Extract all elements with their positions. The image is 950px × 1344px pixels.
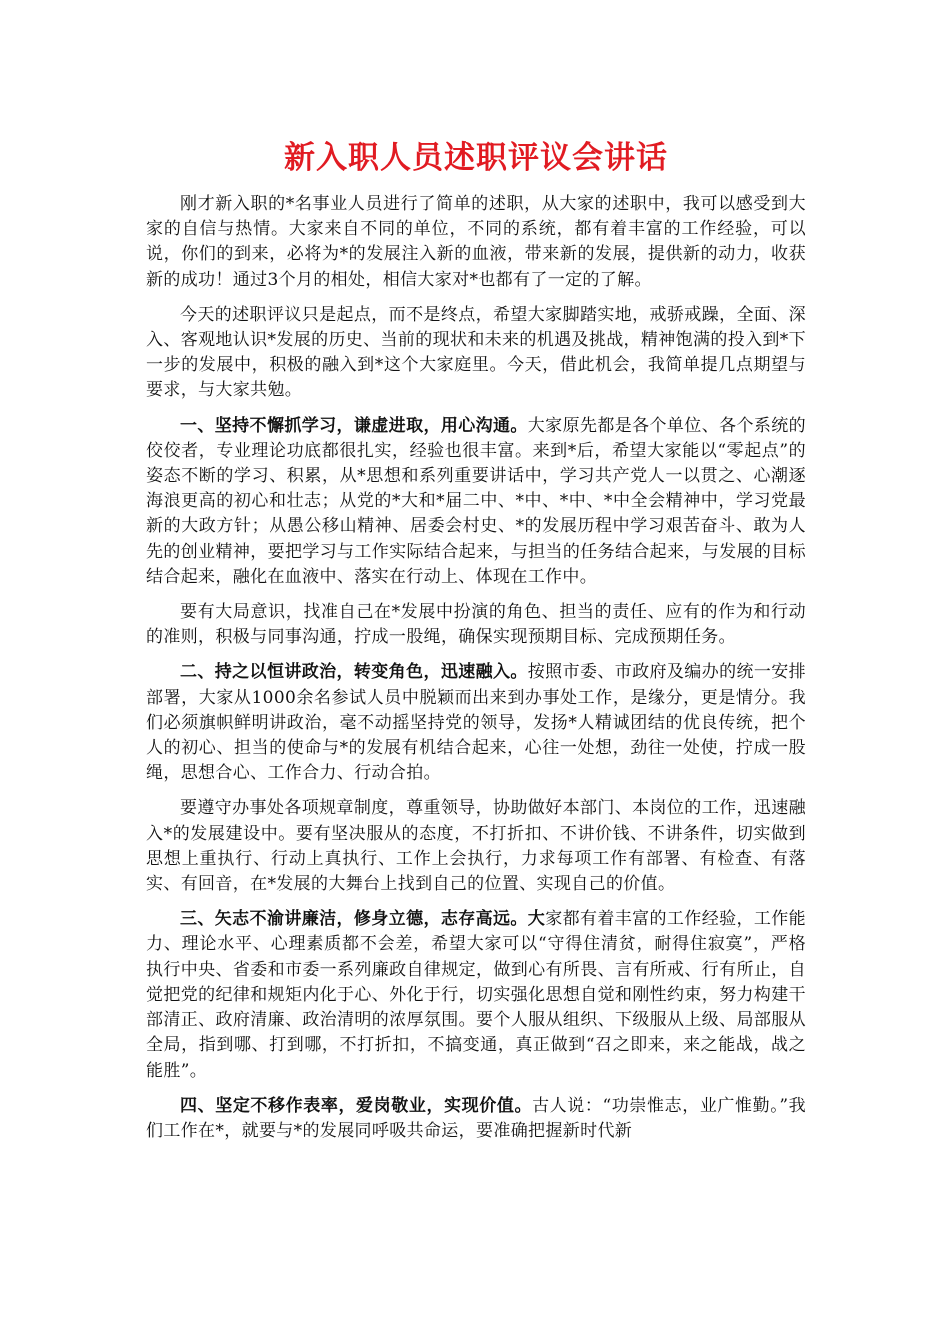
paragraph-text: 要遵守办事处各项规章制度，尊重领导，协助做好本部门、本岗位的工作，迅速融入*的发展建设中。要有坚决服从的态度，不打折扣、不讲价钱、不讲条件，切实做到思想上重执行、行动上真执行、工作上会执行，力求每项工作有部署、有检查、有落实、有回音，在*发展的大舞台上找到自己的位置、实现自己的价值。 (146, 798, 806, 895)
paragraph-6 (146, 796, 806, 897)
section-3-integrity (146, 907, 806, 1083)
section-1-learning (146, 414, 806, 590)
section-4-example (146, 1094, 806, 1144)
paragraph-2 (146, 303, 806, 404)
paragraph-1 (146, 192, 806, 293)
section-heading: 一、坚持不懈抓学习，谦虚进取，用心沟通。 (180, 415, 528, 436)
paragraph-text: 刚才新入职的*名事业人员进行了简单的述职，从大家的述职中，我可以感受到大家的自信与热情。大家来自不同的单位，不同的系统，都有着丰富的工作经验，可以说，你们的到来，必将为*的发展注入新的血液，带来新的发展，提供新的动力，收获新的成功！通过3个月的相处，相信大家对*也都有了一定的了解。 (146, 194, 806, 290)
section-heading: 四、坚定不移作表率，爱岗敬业，实现价值。 (180, 1095, 533, 1116)
paragraph-text: 要有大局意识，找准自己在*发展中扮演的角色、担当的责任、应有的作为和行动的准则，积极与同事沟通，拧成一股绳，确保实现预期目标、完成预期任务。 (146, 602, 806, 648)
section-2-politics (146, 660, 806, 786)
paragraph-4 (146, 600, 806, 650)
section-heading: 三、矢志不渝讲廉洁，修身立德，志存高远。大 (180, 909, 546, 930)
paragraph-text: 古人说：“功崇惟志，业广惟勤。”我们工作在*，就要与*的发展同呼吸共命运，要准确把握新时代新 (146, 1095, 806, 1141)
document-page (146, 138, 806, 1154)
section-heading: 二、持之以恒讲政治，转变角色，迅速融入。 (180, 662, 528, 683)
paragraph-text: 今天的述职评议只是起点，而不是终点，希望大家脚踏实地，戒骄戒躁，全面、深入、客观地认识*发展的历史、当前的现状和未来的机遇及挑战，精神饱满的投入到*下一步的发展中，积极的融入到*这个大家庭里。今天，借此机会，我简单提几点期望与要求，与大家共勉。 (146, 304, 806, 401)
paragraph-text: 大家原先都是各个单位、各个系统的佼佼者，专业理论功底都很扎实，经验也很丰富。来到*后，希望大家能以“零起点”的姿态不断的学习、积累，从*思想和系列重要讲话中，学习共产党人一以贯之、心潮逐海浪更高的初心和壮志；从党的*大和*届二中、*中、*中、*中全会精神中，学习党最新的大政方针；从愚公移山精神、居委会村史、*的发展历程中学习艰苦奋斗、敢为人先的创业精神，要把学习与工作实际结合起来，与担当的任务结合起来，与发展的目标结合起来，融化在血液中、落实在行动上、体现在工作中。 (146, 415, 806, 587)
document-title: 新入职人员述职评议会讲话 (284, 140, 668, 176)
paragraph-text: 家都有着丰富的工作经验，工作能力、理论水平、心理素质都不会差，希望大家可以“守得住清贫，耐得住寂寞”，严格执行中央、省委和市委一系列廉政自律规定，做到心有所畏、言有所戒、行有所止，自觉把党的纪律和规矩内化于心、外化于行，切实强化思想自觉和刚性约束，努力构建干部清正、政府清廉、政治清明的浓厚氛围。要个人服从组织、下级服从上级、局部服从全局，指到哪、打到哪，不打折扣，不搞变通，真正做到“召之即来，来之能战，战之能胜”。 (146, 909, 806, 1081)
paragraph-text: 按照市委、市政府及编办的统一安排部署，大家从1000余名参试人员中脱颖而出来到办事处工作，是缘分，更是情分。我们必须旗帜鲜明讲政治，毫不动摇坚持党的领导，发扬*人精诚团结的优良传统，把个人的初心、担当的使命与*的发展有机结合起来，心往一处想，劲往一处使，拧成一股绳，思想合心、工作合力、行动合拍。 (146, 662, 806, 784)
